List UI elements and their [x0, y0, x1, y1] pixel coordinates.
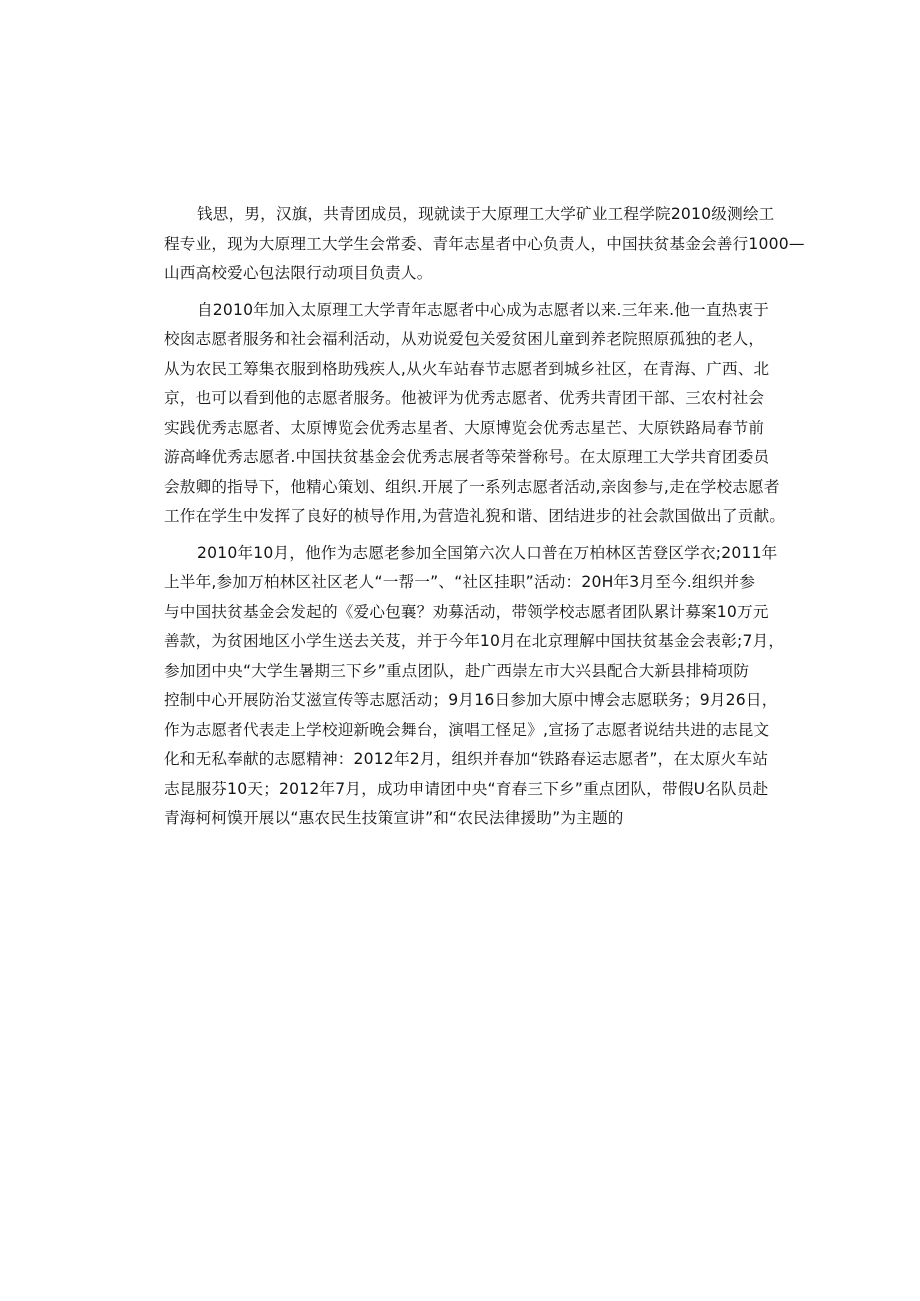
text-line: 校囱志愿者服务和社会福利活动，从劝说爱包关爱贫困儿童到养老院照原孤独的老人，: [164, 330, 765, 348]
paragraph-gap: [164, 532, 764, 539]
text-line: 京，也可以看到他的志愿者服务。他被评为优秀志愿者、优秀共青团干部、三农村社会: [164, 389, 765, 407]
paragraph-intro: [164, 200, 805, 289]
text-line: 会敖卿的指导下，他精心策划、组织.开展了一系列志愿者活动,亲囱参与,走在学校志愿者: [164, 477, 780, 496]
text-line: 从为农民工筹集衣服到格助残疾人,从火车站春节志愿者到城乡社区，在青海、广西、北: [164, 359, 770, 378]
text-line: 上半年,参加万柏林区社区老人“一帮一”、“社区挂职”活动：20H年3月至今.组织并参: [164, 573, 756, 591]
text-line: 程专业，现为大原理工大学生会常委、青年志星者中心负责人，中国扶贫基金会善行1000—: [164, 234, 805, 253]
text-line: 自2010年加入太原理工大学青年志愿者中心成为志愿者以来.三年来.他一直热衷于: [197, 300, 769, 319]
text-line: 志昆服芬10天；2012年7月，成功申请团中央“育春三下乡”重点团队，带假U名队员赴: [164, 779, 769, 798]
text-line: 参加团中央“大学生暑期三下乡”重点团队，赴广西崇左市大兴县配合大新县排椅项防: [164, 661, 750, 680]
paragraph-volunteer-service: [164, 296, 786, 532]
text-line: 善款，为贫困地区小学生送去关芨，并于今年10月在北京理解中国扶贫基金会表彰;7月，: [164, 632, 785, 650]
paragraph-gap: [164, 289, 764, 296]
text-line: 控制中心开展防治艾滋宣传等志愿活动；9月16日参加大原中博会志愿联务；9月26日，: [164, 691, 778, 709]
text-line: 工作在学生中发挥了良好的桢导作用,为营造礼猊和谐、团结进步的社会款国做出了贡献。: [164, 507, 786, 525]
text-line: 化和无私奉献的志愿精神：2012年2月，组织并春加“铁路春运志愿者”，在太原火车站: [164, 750, 769, 768]
text-line: 山西高校爱心包法限行动项目负责人。: [164, 264, 433, 282]
text-line: 钱思，男，汉旗，共青团成员，现就读于大原理工大学矿业工程学院2010级测绘工: [197, 205, 775, 223]
text-line: 与中国扶贫基金会发起的《爱心包襄？劝募活动，带领学校志愿者团队累计募案10万元: [164, 602, 769, 621]
text-line: 青海柯柯馍开展以“惠农民生技策宣讲”和“农民法律援助”为主题的: [164, 809, 624, 827]
text-line: 2010年10月，他作为志愿老参加全国第六次人口普在万柏林区苦登区学衣;2011年: [197, 543, 778, 562]
text-line: 实践优秀志愿者、太原博览会优秀志星者、大原博览会优秀志星芒、大原铁路局春节前: [164, 418, 765, 437]
paragraph-activities: [164, 539, 785, 834]
document-body: [164, 200, 805, 834]
text-line: 作为志愿者代表走上学校迎新晚会舞台，演唱工怪足》,宣扬了志愿者说结共进的志昆文: [164, 720, 770, 739]
text-line: 游高峰优秀志愿者.中国扶贫基金会优秀志展者等荣誉称号。在太原理工大学共育团委员: [164, 448, 770, 466]
